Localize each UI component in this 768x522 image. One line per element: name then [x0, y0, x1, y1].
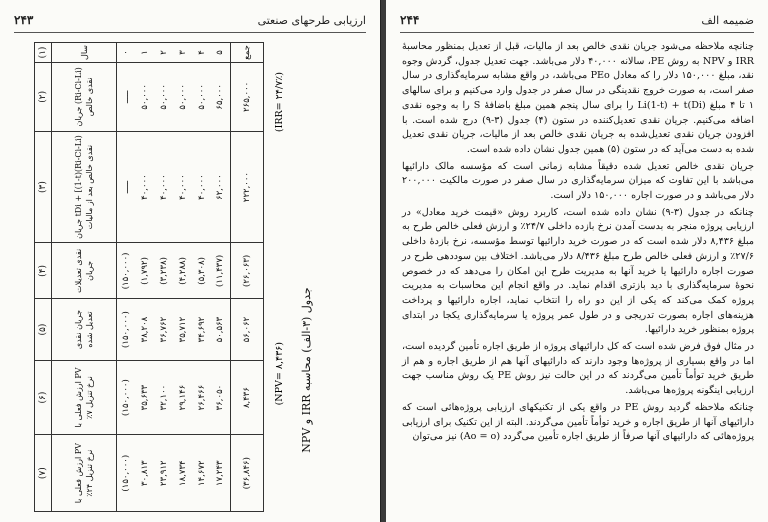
- body-text: [402, 40, 754, 447]
- table-cell: ۳۸,۲۰۸: [136, 299, 155, 360]
- column-header: جریان نقدی تعدیل شده: [52, 299, 117, 360]
- column-header: (Ri-Ci-Li) جریان نقدی خالص: [52, 62, 117, 131]
- table-cell: ۳۴,۶۹۲: [192, 299, 211, 360]
- totals-cell: ۲۲۲,۰۰۰: [230, 131, 263, 243]
- left-page: [0, 0, 381, 522]
- table-cell: ۵۰,۰۰۰: [155, 62, 174, 131]
- column-number: (۵): [35, 299, 52, 360]
- paragraph: در مثال فوق فرض شده است که کل دارائیهای پروژه از طریق اجاره تأمین گردیده است، اما در واقع بسیاری از پروژه‌ها وجود دارند که دارائیهای آنها هم از طریق اجاره و هم از طریق خرید توأماً تأمین می‌گردند که در این حالت نیز روش PE یک روش مناسب جهت ارزیابی اینگونه پروژه‌ها می‌باشد.: [402, 341, 755, 397]
- npv-irr-table: [34, 42, 264, 512]
- paragraph: جریان نقدی خالص تعدیل شده دقیقاً مشابه زمانی است که مؤسسه مالک دارائیها می‌باشد با این تفاوت که میزان سرمایه‌گذاری در سال صفر در صورت مالکیت ۲۰۰,۰۰۰ دلار می‌باشد و در صورت اجاره ۱۵۰,۰۰۰ دلار است.: [402, 160, 754, 202]
- npv-footnote: (NPV= ۸,۴۳۶): [274, 342, 285, 406]
- column-header-row: [52, 43, 117, 512]
- column-number: (۶): [35, 360, 52, 435]
- column-header: (Ri-Ci-Li)(1-t)] + tDi جریان نقدی خالص بعد از مالیات: [52, 131, 117, 243]
- table-cell: ۳۵,۷۱۲: [173, 299, 192, 360]
- table-cell: ۲۳,۹۱۲: [155, 435, 174, 512]
- paragraph: چنانچه ملاحظه می‌شود جریان نقدی خالص بعد از مالیات، قبل از تعدیل بمنظور محاسبهٔ IRR و NPV به روش PE، سالانه ۴۰,۰۰۰ دلار می‌باشد. جهت تعدیل جدول، گردش وجوه نقد، مبلغ ۱۵۰,۰۰۰ دلار را که معادل PEo می‌باشد، در واقع مشابه سرمایه‌گذاری در سال صفر است، به صورت خروج نقدینگی در سال صفر در جدول وارد می‌کنیم و برای سالهای ۱ تا ۴ مبلغ Li(1-t) + t(Di) را برای سال پنجم همین مبلغ باضافهٔ S را به وجوه نقدی اضافه می‌کنیم. جریان نقدی تعدیل‌کننده در ستون (۴) جدول (۳-۹) درج شده است. با افزودن جریان نقدی تعدیل‌شده به جریان نقدی خالص بعد از مالیات، جریان نقدی تعدیل شده به دست می‌آید که در ستون (۵) همین جدول نشان داده شده است.: [402, 41, 754, 155]
- column-header: سال: [52, 43, 117, 63]
- rotated-table-wrapper: [34, 42, 292, 512]
- table-cell: ۵: [211, 43, 230, 63]
- column-number-row: [35, 43, 52, 512]
- table-cell: ۳۵,۶۳۳: [136, 360, 155, 435]
- totals-cell: ۸,۴۳۶: [230, 360, 263, 435]
- table-cell: ۶۵,۰۰۰: [211, 62, 230, 131]
- table-cell: ۲: [155, 43, 174, 63]
- totals-cell: (۲۶,۰۶۳): [230, 243, 263, 299]
- table-cell: ۵۰,۰۰۰: [136, 62, 155, 131]
- table-row: [211, 43, 230, 512]
- column-header: PV ارزش فعلی با نرخ تنزیل ۷٪: [52, 360, 117, 435]
- table-row: [155, 43, 174, 512]
- table-cell: ۱۸,۷۳۴: [173, 435, 192, 512]
- totals-cell: جمع: [230, 43, 263, 63]
- totals-cell: ۵۶,۰۶۲: [230, 299, 263, 360]
- left-page-header: [14, 12, 366, 33]
- table-cell: ـــــ: [117, 131, 136, 243]
- table-cell: ۴۰,۰۰۰: [155, 131, 174, 243]
- table-cell: ۲۶,۴۶۶: [192, 360, 211, 435]
- table-cell: (۱,۷۹۲): [136, 243, 155, 299]
- page-number: ۲۴۴: [400, 13, 420, 27]
- totals-cell: ۲۶۵,۰۰۰: [230, 62, 263, 131]
- table-cell: (۱۵۰,۰۰۰): [117, 243, 136, 299]
- irr-footnote: (IRR= ۲۴/۷٪): [274, 72, 285, 133]
- table-cell: ۴۰,۰۰۰: [173, 131, 192, 243]
- table-cell: ۵۰,۰۰۰: [173, 62, 192, 131]
- column-number: (۲): [35, 62, 52, 131]
- table-cell: ۱۷,۲۴۳: [211, 435, 230, 512]
- table-cell: ۳۶,۷۶۲: [155, 299, 174, 360]
- table-cell: (۱۵۰,۰۰۰): [117, 360, 136, 435]
- table-cell: ۲۹,۱۴۶: [173, 360, 192, 435]
- table-cell: ۶۲,۰۰۰: [211, 131, 230, 243]
- table-cell: ۴: [192, 43, 211, 63]
- table-cell: (۱۵۰,۰۰۰): [117, 435, 136, 512]
- table-cell: ۴۰,۰۰۰: [136, 131, 155, 243]
- paragraph: چنانکه در جدول (۳-۹) نشان داده شده است، کاربرد روش «قیمت خرید معادل» در ارزیابی پروژه منجر به بدست آمدن نرخ بازده داخلی ۲۴/۷٪ و ارزش فعلی خالص طرح به مبلغ ۸,۴۳۶ دلار شده است که در صورت خرید دارائیها توسط مؤسسه، نرخ بازدهٔ داخلی ۲۷/۶٪ و ارزش فعلی خالص طرح مبلغ ۸/۴۳۶ دلار می‌باشد. اختلاف بین سوددهی طرح در صورت اجاره دارائیها یا خرید آنها به مدیریت طرح این امکان را می‌دهد که در خصوص نحوهٔ سرمایه‌گذاری با دید بازتری اقدام نماید. در واقع انجام این محاسبات به مدیریت پروژه کمک می‌کند که یکی از این دو راه را انتخاب نماید، اجاره دارائیها و پرداخت هزینه‌های اجاره بصورت تدریجی و در طول عمر پروژه یا سرمایه‌گذاری یکجا در ابتدای پروژه بمنظور خرید دارائیها.: [402, 206, 755, 336]
- table-cell: (۵,۳۰۸): [192, 243, 211, 299]
- table-cell: ۱۴,۶۷۲: [192, 435, 211, 512]
- table-cell: (۱۵۰,۰۰۰): [117, 299, 136, 360]
- column-number: (۴): [35, 243, 52, 299]
- table-cell: ۳: [173, 43, 192, 63]
- running-title: ارزیابی طرحهای صنعتی: [257, 13, 366, 27]
- table-cell: ۵۰,۵۶۳: [211, 299, 230, 360]
- table-cell: ـــــ: [117, 62, 136, 131]
- running-title: ضمیمه الف: [701, 13, 754, 27]
- right-page: [386, 0, 768, 522]
- page-number: ۲۴۳: [14, 13, 34, 27]
- table-cell: ۳۲,۱۰۰: [155, 360, 174, 435]
- table-row: [173, 43, 192, 512]
- table-cell: (۱۱,۴۳۷): [211, 243, 230, 299]
- paragraph: چنانکه ملاحظه گردید روش PE در واقع یکی از تکنیکهای ارزیابی پروژه‌هائی است که دارائیهای آنها از طریق اجاره و خرید توأماً تأمین می‌گردند. البته از این تکنیک برای ارزیابی پروژه‌هائی که دارائیهای آنها صرفاً از طریق اجاره تأمین می‌گردد (Ao = o) نیز می‌توان: [402, 401, 754, 443]
- table-cell: (۴,۲۸۸): [173, 243, 192, 299]
- table-cell: ۱: [136, 43, 155, 63]
- column-number: (۱): [35, 43, 52, 63]
- table-cell: ۵۰,۰۰۰: [192, 62, 211, 131]
- table-cell: ۳۰,۸۱۳: [136, 435, 155, 512]
- column-header: PV ارزش فعلی با نرخ تنزیل ۲۴٪: [52, 435, 117, 512]
- table-cell: ۰: [117, 43, 136, 63]
- right-page-header: [400, 12, 754, 33]
- table-row: [192, 43, 211, 512]
- rotated-table-content: [34, 42, 292, 512]
- table-cell: ۴۰,۰۰۰: [192, 131, 211, 243]
- table-row: [117, 43, 136, 512]
- table-row: [136, 43, 155, 512]
- column-header: نقدی تعدیلات جریان: [52, 243, 117, 299]
- totals-row: [230, 43, 263, 512]
- totals-cell: (۳۶,۸۴۶): [230, 435, 263, 512]
- column-number: (۳): [35, 131, 52, 243]
- table-cell: (۳,۲۳۸): [155, 243, 174, 299]
- table-caption: جدول (۳-الف) محاسبه IRR و NPV: [300, 287, 313, 453]
- column-number: (۷): [35, 435, 52, 512]
- table-cell: ۳۶,۰۵۰: [211, 360, 230, 435]
